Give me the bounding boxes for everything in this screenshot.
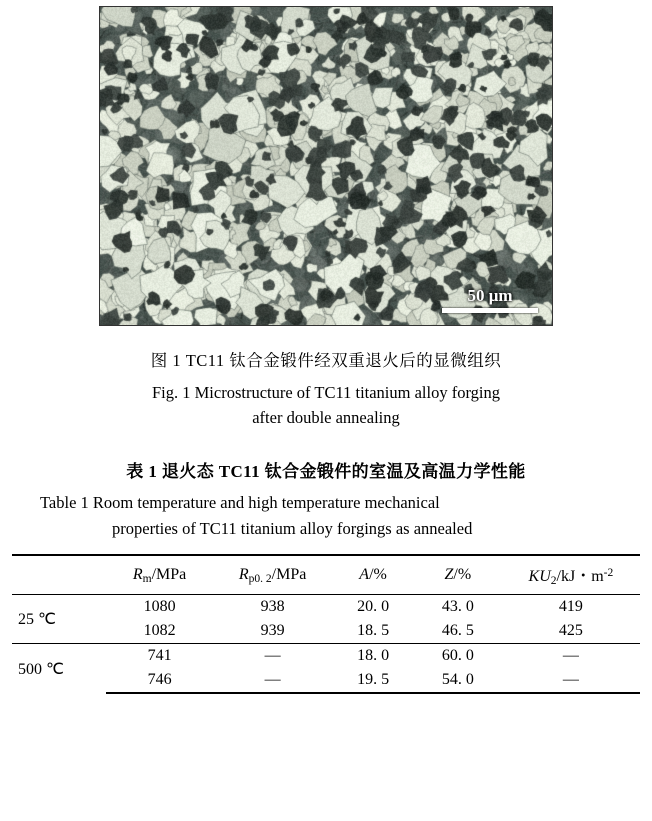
cell-rm: 1082 xyxy=(143,622,176,640)
cell-rm: 741 xyxy=(106,644,213,669)
header-rp02: $R_{p0. 2}$/MPa xyxy=(213,555,332,594)
table-title-english-line2: properties of TC11 titanium alloy forgings as annealed xyxy=(112,519,473,539)
cell-rp02: 938 xyxy=(260,598,285,616)
figure-caption-english-line1: Fig. 1 Microstructure of TC11 titanium alloy forging xyxy=(152,382,500,402)
micrograph-canvas xyxy=(100,7,552,325)
cell-rm: 1080 xyxy=(143,598,176,616)
header-rm: $R_m$/MPa xyxy=(106,555,213,594)
cell-reduction: 46. 5 xyxy=(441,622,474,640)
row-label-25c: 25 ℃ xyxy=(18,611,56,629)
figure-caption-english xyxy=(0,380,652,431)
cell-rp02: — xyxy=(213,668,332,693)
micrograph-image xyxy=(99,6,553,326)
cell-impact: — xyxy=(502,644,640,669)
table-title-chinese: 表 1 退火态 TC11 钛合金锻件的室温及高温力学性能 xyxy=(126,461,526,481)
cell-elongation: 18. 5 xyxy=(357,622,390,640)
cell-rm: 746 xyxy=(106,668,213,693)
header-corner xyxy=(12,555,106,594)
cell-impact: — xyxy=(502,668,640,693)
cell-rp02: — xyxy=(213,644,332,669)
table-row xyxy=(12,619,640,644)
scale-bar-line xyxy=(442,308,538,313)
figure-caption-english-line2: after double annealing xyxy=(252,408,400,428)
row-label-500c: 500 ℃ xyxy=(12,644,106,694)
table-row xyxy=(12,644,640,669)
cell-reduction: 43. 0 xyxy=(441,598,474,616)
mechanical-properties-table xyxy=(12,554,640,694)
scale-bar xyxy=(442,287,538,313)
figure-container xyxy=(0,0,652,326)
cell-impact: 419 xyxy=(558,598,583,616)
cell-elongation: 19. 5 xyxy=(332,668,414,693)
table-title-english-line1: Table 1 Room temperature and high temperature mechanical xyxy=(40,492,440,512)
scale-bar-label: 50 μm xyxy=(467,286,513,306)
cell-reduction: 54. 0 xyxy=(414,668,502,693)
table-row xyxy=(12,668,640,693)
cell-reduction: 60. 0 xyxy=(414,644,502,669)
header-reduction: Z/% xyxy=(414,555,502,594)
table-title-english xyxy=(0,490,652,543)
cell-elongation: 20. 0 xyxy=(357,598,390,616)
cell-elongation: 18. 0 xyxy=(332,644,414,669)
cell-rp02: 939 xyxy=(260,622,285,640)
table-container xyxy=(12,554,640,694)
header-impact: $KU_2/kJ$・$m^{-2}$ xyxy=(502,555,640,594)
figure-caption-chinese: 图 1 TC11 钛合金锻件经双重退火后的显微组织 xyxy=(150,351,502,370)
header-elongation: A/% xyxy=(332,555,414,594)
cell-impact: 425 xyxy=(558,622,583,640)
table-header-row xyxy=(12,555,640,594)
table-row xyxy=(12,595,640,620)
